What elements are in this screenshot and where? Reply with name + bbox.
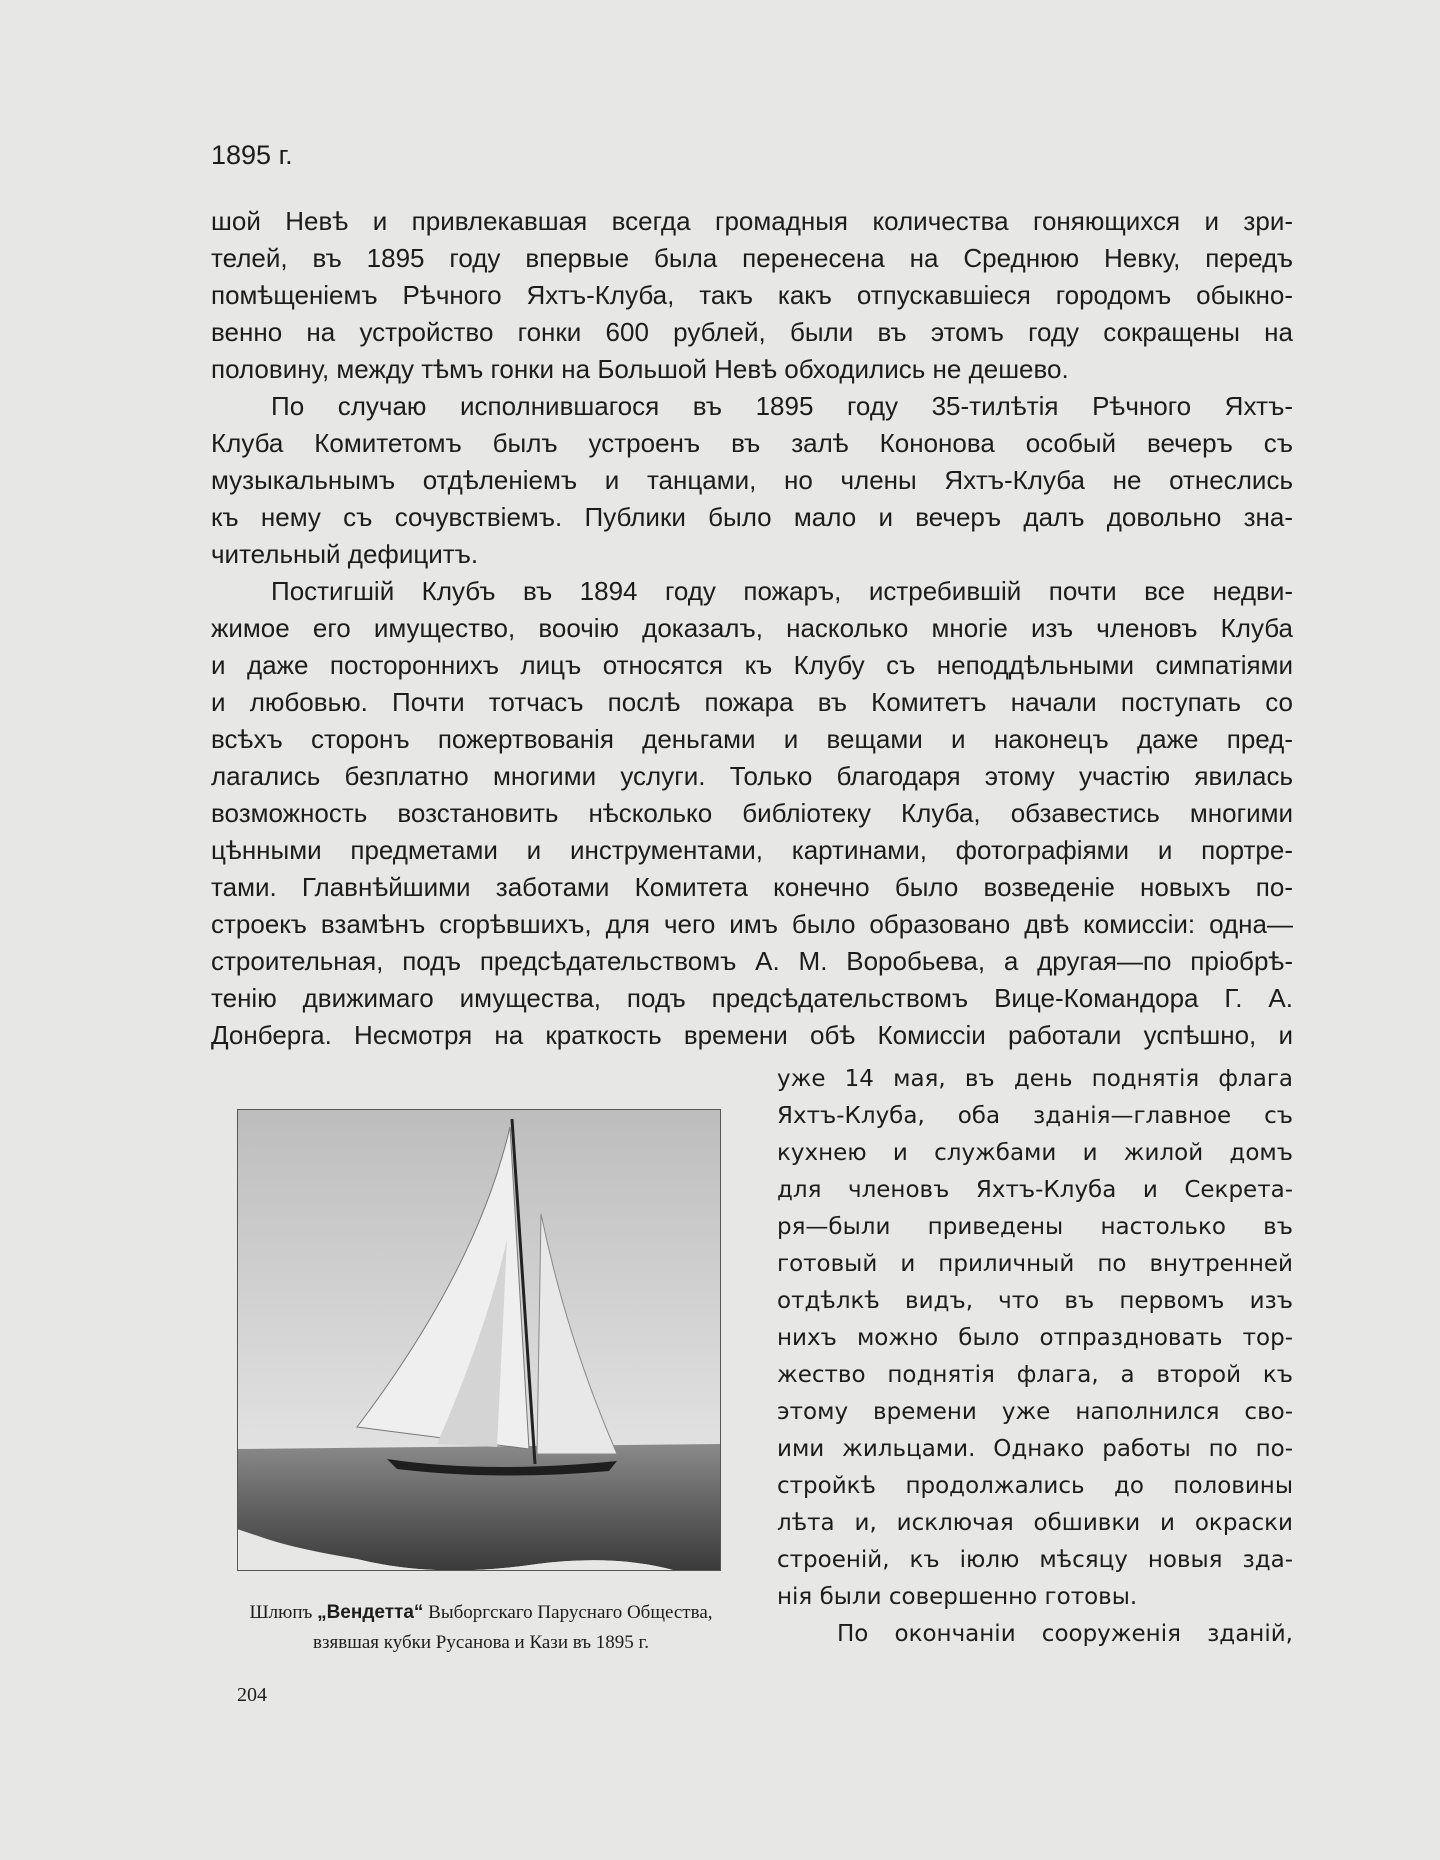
- text-line: строительная, подъ предсѣдательствомъ А. М. Воробьева, а другая—по прiобрѣ-: [211, 946, 1293, 976]
- text-line: кухнею и службами и жилой домъ: [777, 1140, 1293, 1166]
- caption-boat-name: „Вендетта“: [317, 1602, 424, 1623]
- text-line: помѣщенiемъ Рѣчного Яхтъ-Клуба, такъ какъ отпускавшiеся городомъ обыкно-: [211, 280, 1293, 310]
- text-line: отдѣлкѣ видъ, что въ первомъ изъ: [777, 1288, 1293, 1314]
- sailboat-photo: [237, 1109, 721, 1571]
- text-line: жимое его имущество, воочiю доказалъ, насколько многiе изъ членовъ Клуба: [211, 613, 1293, 643]
- caption-prefix: Шлюпъ: [249, 1602, 318, 1623]
- text-line: ря—были приведены настолько въ: [777, 1214, 1293, 1240]
- running-head: 1895 г.: [211, 140, 293, 170]
- side-column-text: [777, 1061, 1293, 1653]
- text-line: музыкальнымъ отдѣленiемъ и танцами, но члены Яхтъ-Клуба не отнеслись: [211, 465, 1293, 495]
- text-line: чительный дефицитъ.: [211, 539, 479, 569]
- text-line: и даже постороннихъ лицъ относятся къ Клубу съ неподдѣльными симпатiями: [211, 650, 1293, 680]
- text-line: Яхтъ-Клуба, оба зданiя—главное съ: [777, 1103, 1293, 1129]
- text-line: всѣхъ сторонъ пожертвованiя деньгами и вещами и наконецъ даже пред-: [211, 724, 1293, 754]
- text-line: для членовъ Яхтъ-Клуба и Секрета-: [777, 1177, 1293, 1203]
- text-line: нiя были совершенно готовы.: [777, 1584, 1138, 1610]
- text-line: тами. Главнѣйшими заботами Комитета конечно было возведенiе новыхъ по-: [211, 872, 1293, 902]
- text-line: къ нему съ сочувствiемъ. Публики было мало и вечеръ далъ довольно зна-: [211, 502, 1293, 532]
- text-line: венно на устройство гонки 600 рублей, были въ этомъ году сокращены на: [211, 317, 1293, 347]
- text-line: По случаю исполнившагося въ 1895 году 35-тилѣтiя Рѣчного Яхтъ-: [271, 391, 1293, 421]
- caption-rest: Выборгскаго Паруснаго Общества,: [423, 1602, 713, 1623]
- text-line: тенiю движимаго имущества, подъ предсѣдательствомъ Вице-Командора Г. А.: [211, 983, 1293, 1013]
- text-line: возможность возстановить нѣсколько библiотеку Клуба, обзавестись многими: [211, 798, 1293, 828]
- text-line: жество поднятiя флага, а второй къ: [777, 1362, 1293, 1388]
- page-number: 204: [237, 1684, 267, 1706]
- text-line: Постигшiй Клубъ въ 1894 году пожаръ, истребившiй почти все недви-: [271, 576, 1293, 606]
- text-line: Донберга. Несмотря на краткость времени обѣ Комиссiи работали успѣшно, и: [211, 1020, 1293, 1050]
- text-line: лѣта и, исключая обшивки и окраски: [777, 1510, 1293, 1536]
- text-line: готовый и приличный по внутренней: [777, 1251, 1293, 1277]
- caption-line-1: [211, 1598, 751, 1628]
- text-line: Клуба Комитетомъ былъ устроенъ въ залѣ Кононова особый вечеръ съ: [211, 428, 1293, 458]
- text-line: шой Невѣ и привлекавшая всегда громадныя количества гоняющихся и зри-: [211, 206, 1293, 236]
- text-line: стройкѣ продолжались до половины: [777, 1473, 1293, 1499]
- text-line: уже 14 мая, въ день поднятiя флага: [777, 1066, 1293, 1092]
- text-line: цѣнными предметами и инструментами, картинами, фотографiями и портре-: [211, 835, 1293, 865]
- text-line: этому времени уже наполнился сво-: [777, 1399, 1293, 1425]
- text-line: строекъ взамѣнъ сгорѣвшихъ, для чего имъ было образовано двѣ комиссiи: одна—: [211, 909, 1293, 939]
- photo-caption: [211, 1598, 751, 1658]
- text-line: половину, между тѣмъ гонки на Большой Невѣ обходились не дешево.: [211, 354, 1069, 384]
- text-line: ими жильцами. Однако работы по по-: [777, 1436, 1293, 1462]
- main-text-block: [211, 203, 1293, 1054]
- text-line: строенiй, къ iюлю мѣсяцу новыя зда-: [777, 1547, 1293, 1573]
- text-line: и любовью. Почти тотчасъ послѣ пожара въ Комитетъ начали поступать со: [211, 687, 1293, 717]
- text-line: телей, въ 1895 году впервые была перенесена на Среднюю Невку, передъ: [211, 243, 1293, 273]
- caption-line-2: взявшая кубки Русанова и Кази въ 1895 г.: [313, 1632, 649, 1653]
- text-line: нихъ можно было отпраздновать тор-: [777, 1325, 1293, 1351]
- text-line: По окончанiи сооруженiя зданiй,: [837, 1621, 1293, 1647]
- text-line: лагались безплатно многими услуги. Только благодаря этому участiю явилась: [211, 761, 1293, 791]
